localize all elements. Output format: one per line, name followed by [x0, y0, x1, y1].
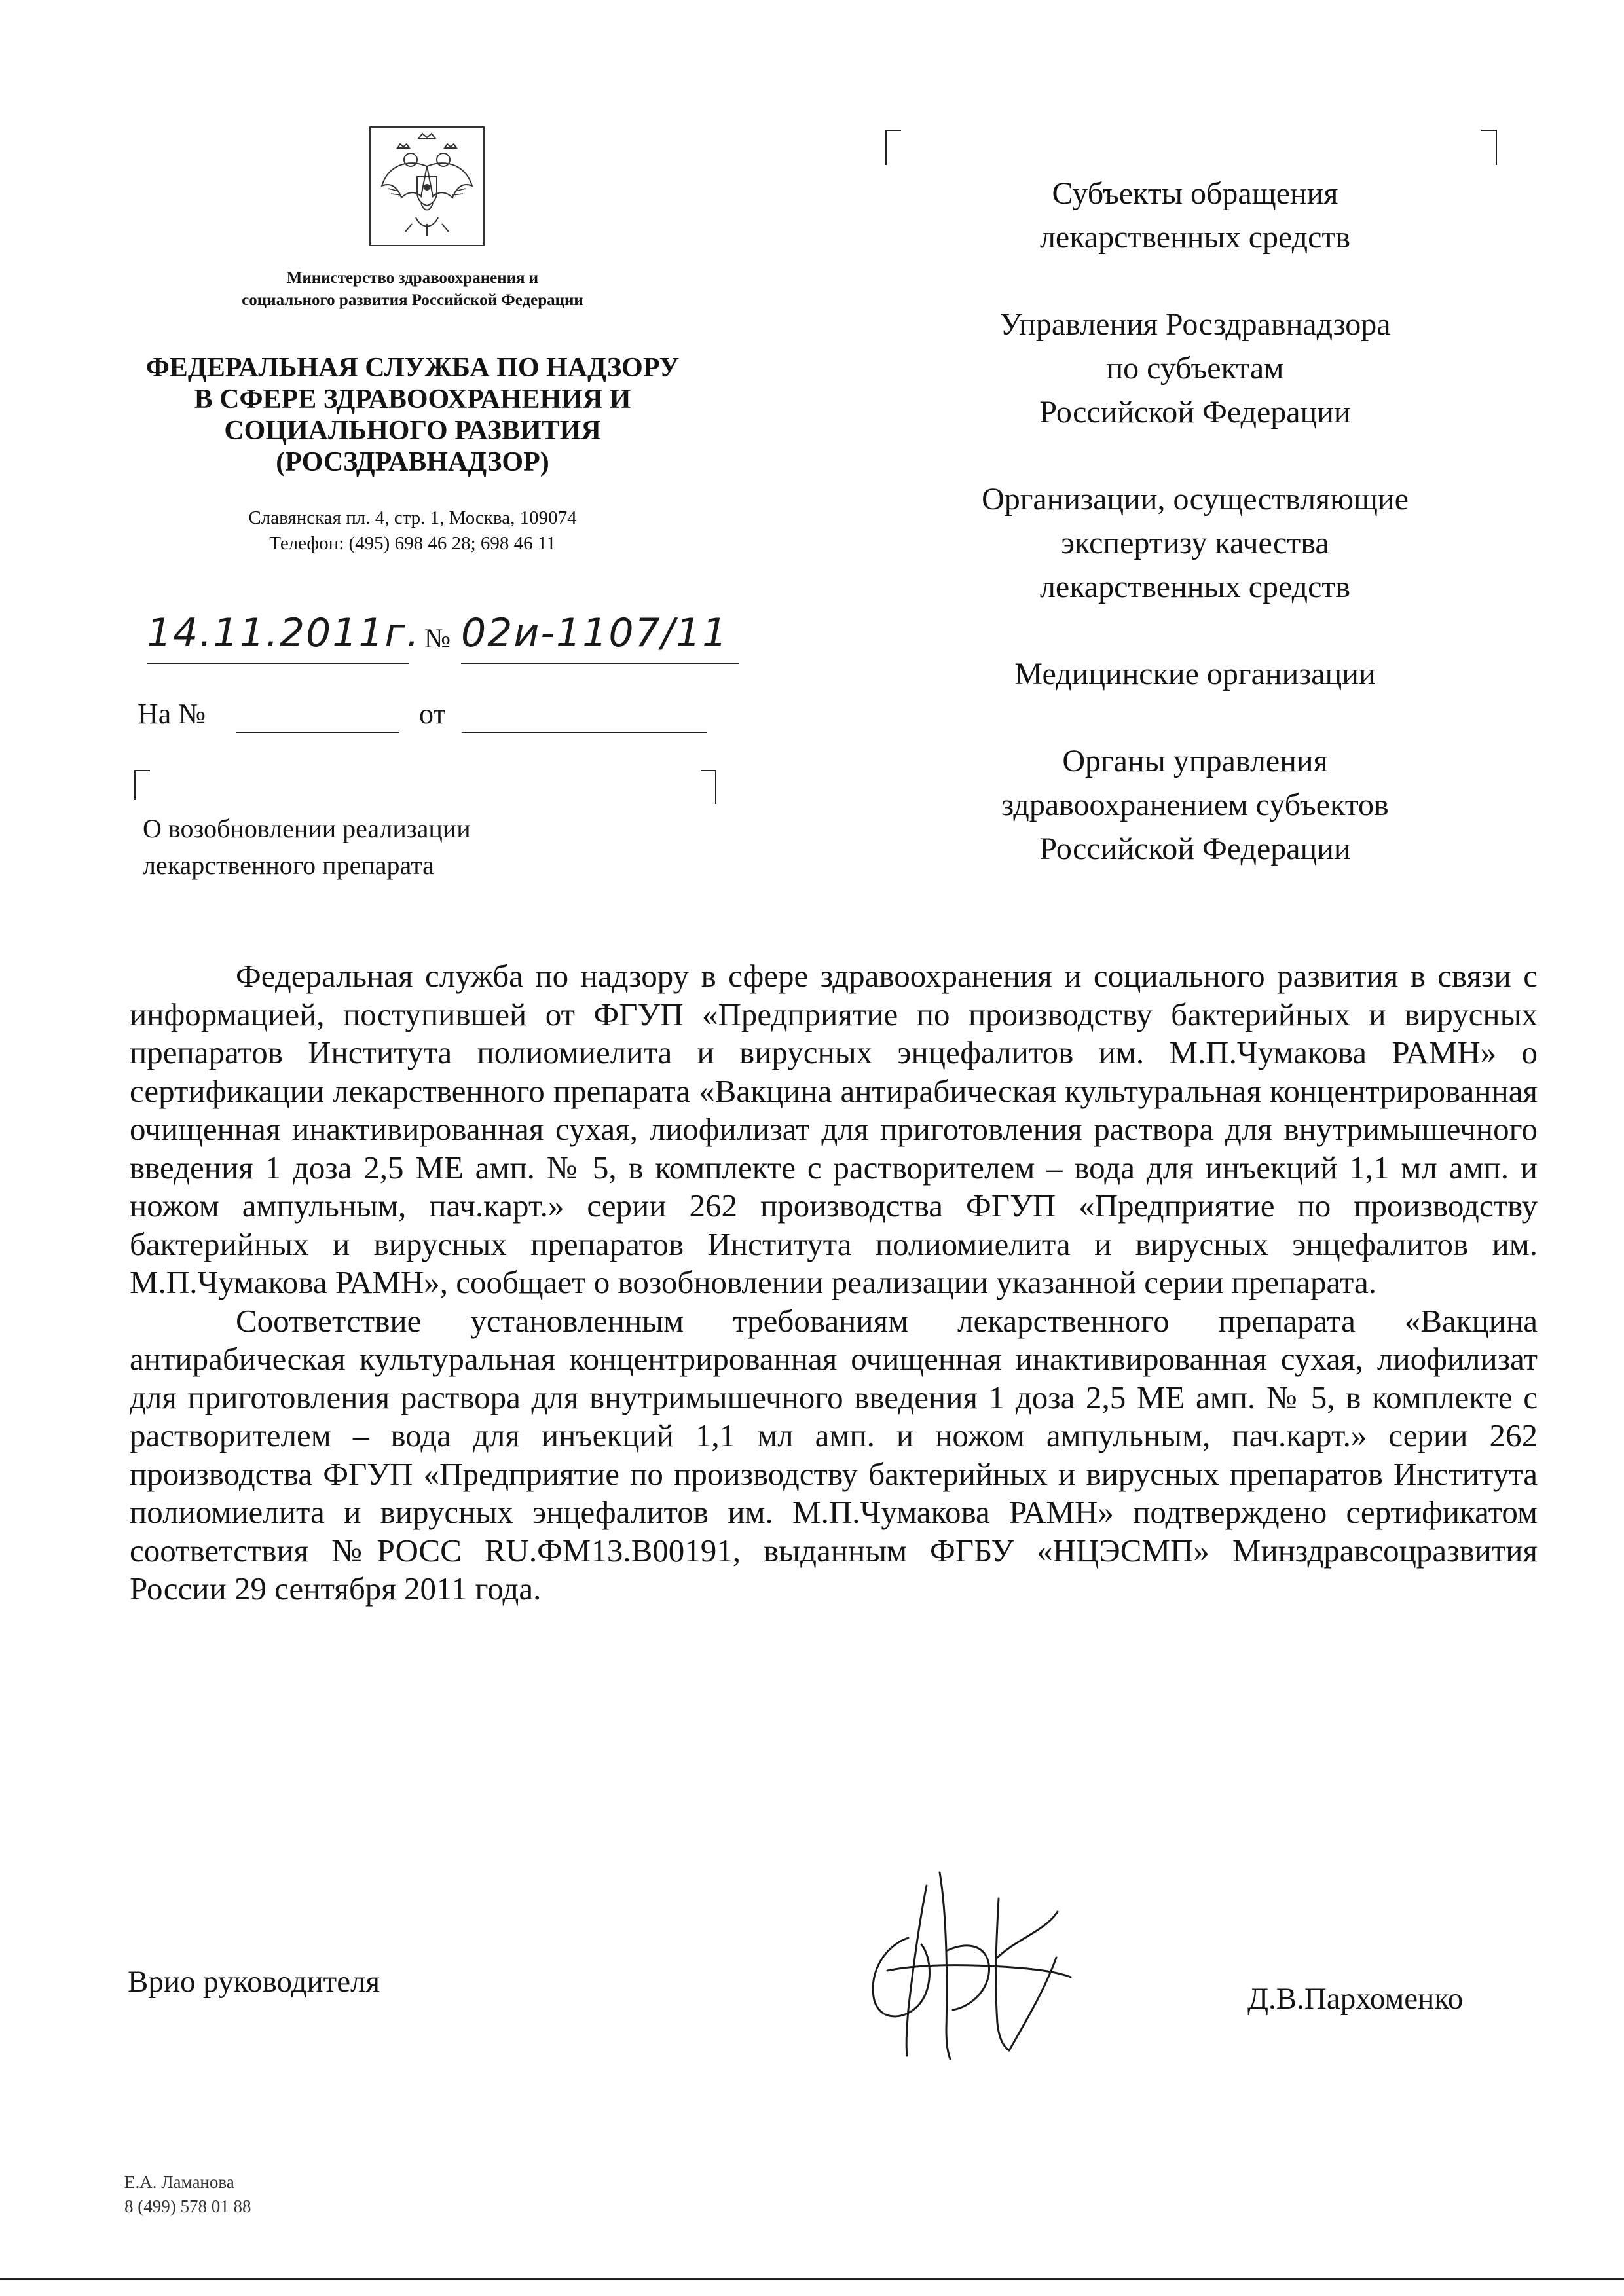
coat-of-arms-icon: [369, 126, 485, 247]
number-sign: №: [424, 624, 451, 654]
page-bottom-rule: [0, 2278, 1624, 2280]
executor-phone: 8 (499) 578 01 88: [124, 2196, 251, 2216]
recipient-line: Медицинские организации: [1014, 657, 1376, 691]
recipient-group: [891, 652, 1500, 696]
recipients-list: [891, 172, 1500, 914]
agency-line: ФЕДЕРАЛЬНАЯ СЛУЖБА ПО НАДЗОРУ: [145, 353, 680, 383]
recipient-line: по субъектам: [1106, 351, 1284, 386]
recipient-line: Российской Федерации: [1039, 831, 1351, 866]
agency-contacts: [131, 505, 694, 556]
reply-number-label: На №: [138, 698, 206, 730]
recipient-group: [891, 477, 1500, 609]
ministry-line: Министерство здравоохранения и: [286, 269, 539, 287]
recipient-group: [891, 739, 1500, 871]
subject-bracket-right: [701, 770, 716, 804]
recipient-line: лекарственных средств: [1039, 220, 1351, 255]
agency-phone: Телефон: (495) 698 46 28; 698 46 11: [269, 533, 556, 554]
recipients-bracket-left: [885, 130, 901, 165]
registration-date: 14.11.2011г.: [147, 604, 409, 664]
body-paragraph: Соответствие установленным требованиям лекарственного препарата «Вакцина антирабическая культуральная концентрированная очищенная инактивированная сухая, лиофилизат для приготовления раствора для внутримышечного введения 1 доза 2,5 МЕ амп. № 5, в комплекте с растворителем – вода для инъекций 1,1 мл амп. и ножом ампульным, пач.карт.» серии 262 производства ФГУП «Предприятие по производству бактерийных и вирусных препаратов Института полиомиелита и вирусных энцефалитов им. М.П.Чумакова РАМН» подтверждено сертификатом соответствия №РОСС RU.ФМ13.В00191, выданным ФГБУ «НЦЭСМП» Минздравсоцразвития России 29 сентября 2011 года.: [130, 1302, 1538, 1607]
ministry-name: [131, 267, 694, 312]
letter-subject: [143, 811, 640, 884]
recipient-group: [891, 172, 1500, 259]
executor-info: [124, 2170, 251, 2219]
recipient-line: здравоохранением субъектов: [1001, 788, 1389, 822]
agency-address: Славянская пл. 4, стр. 1, Москва, 109074: [248, 507, 577, 528]
reply-date-blank: [462, 732, 707, 733]
subject-line: лекарственного препарата: [143, 850, 434, 880]
recipient-line: лекарственных средств: [1039, 570, 1351, 604]
recipient-group: [891, 302, 1500, 434]
body-paragraph: Федеральная служба по надзору в сфере здравоохранения и социального развития в связи с информацией, поступившей от ФГУП «Предприятие по производству бактерийных и вирусных препаратов Института полиомиелита и вирусных энцефалитов им. М.П.Чумакова РАМН» о сертификации лекарственного препарата «Вакцина антирабическая культуральная концентрированная очищенная инактивированная сухая, лиофилизат для приготовления раствора для внутримышечного введения 1 доза 2,5 МЕ амп. № 5, в комплекте с растворителем – вода для инъекций 1,1 мл амп. и ножом ампульным, пач.карт.» серии 262 производства ФГУП «Предприятие по производству бактерийных и вирусных препаратов Института полиомиелита и вирусных энцефалитов им. М.П.Чумакова РАМН», сообщает о возобновлении реализации указанной серии препарата.: [130, 958, 1538, 1300]
signatory-name: Д.В.Пархоменко: [1247, 1982, 1464, 2016]
reply-from-label: от: [419, 698, 446, 730]
recipient-line: экспертизу качества: [1061, 526, 1329, 560]
ministry-line: социального развития Российской Федерации: [242, 291, 583, 309]
signatory-role: Врио руководителя: [128, 1965, 380, 1999]
handwritten-signature: [848, 1859, 1084, 2062]
recipient-line: Органы управления: [1062, 744, 1328, 778]
registration-number: 02и-1107/11: [461, 604, 739, 664]
agency-name: [79, 352, 747, 478]
recipients-bracket-right: [1481, 130, 1497, 165]
agency-line: В СФЕРЕ ЗДРАВООХРАНЕНИЯ И: [194, 384, 631, 414]
letter-body: [130, 957, 1538, 1609]
agency-line: СОЦИАЛЬНОГО РАЗВИТИЯ: [224, 416, 601, 446]
recipient-line: Субъекты обращения: [1052, 176, 1338, 211]
subject-line: О возобновлении реализации: [143, 814, 471, 843]
recipient-line: Управления Росздравнадзора: [999, 307, 1391, 342]
subject-bracket-left: [134, 770, 150, 800]
executor-name: Е.А. Ламанова: [124, 2172, 234, 2192]
reply-number-blank: [236, 732, 399, 733]
recipient-line: Организации, осуществляющие: [982, 482, 1409, 517]
recipient-line: Российской Федерации: [1039, 395, 1351, 429]
agency-line: (РОСЗДРАВНАДЗОР): [276, 447, 549, 477]
